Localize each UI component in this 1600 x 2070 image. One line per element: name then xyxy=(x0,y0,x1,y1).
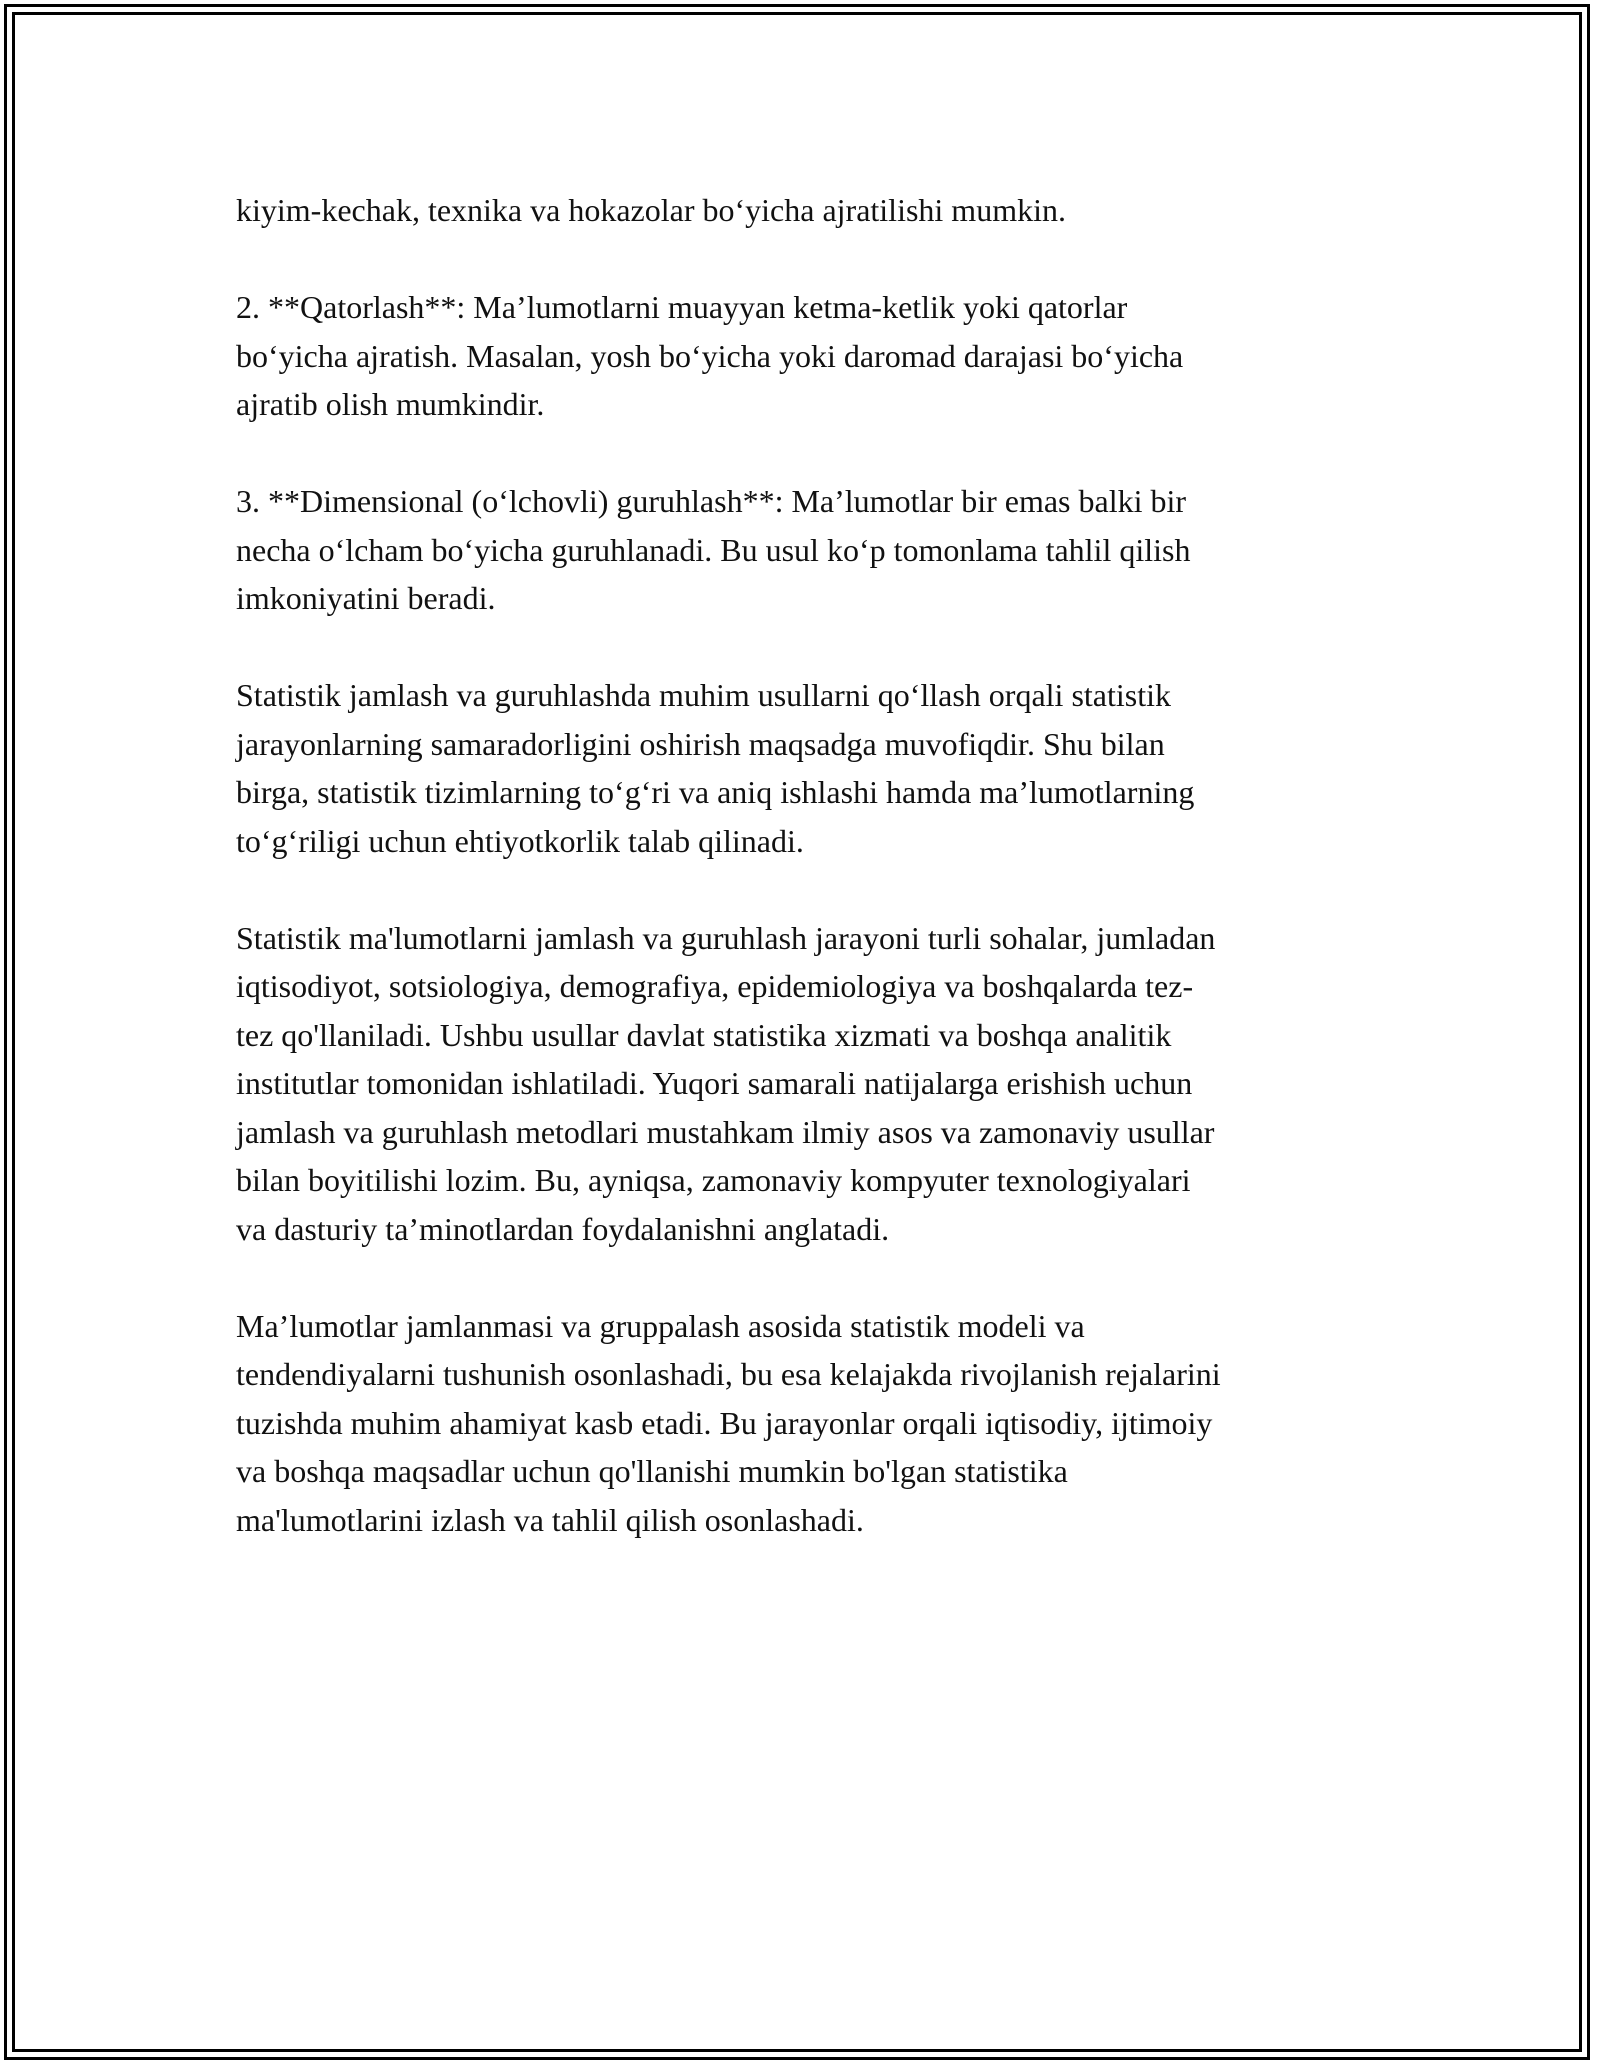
document-body xyxy=(236,186,1416,1593)
paragraph-statistik-jamlash: Statistik jamlash va guruhlashda muhim usullarni qo‘llash orqali statistik jarayonlarning samaradorligini oshirish maqsadga muvofiqdir. Shu bilan birga, statistik tizimlarning to‘g‘ri va aniq ishlashi hamda ma’lumotlarning to‘g‘riligi uchun ehtiyotkorlik talab qilinadi. xyxy=(236,677,1195,859)
paragraph-dimensional-guruhlash: 3. **Dimensional (o‘lchovli) guruhlash**: Ma’lumotlar bir emas balki bir necha o‘lcham bo‘yicha guruhlanadi. Bu usul ko‘p tomonlama tahlil qilish imkoniyatini beradi. xyxy=(236,483,1191,616)
paragraph-malumotlar-jamlanmasi: Ma’lumotlar jamlanmasi va gruppalash asosida statistik modeli va tendendiyalarni tushunish osonlashadi, bu esa kelajakda rivojlanish rejalarini tuzishda muhim ahamiyat kasb etadi. Bu jarayonlar orqali iqtisodiy, ijtimoiy va boshqa maqsadlar uchun qo'llanishi mumkin bo'lgan statistika ma'lumotlarini izlash va tahlil qilish osonlashadi. xyxy=(236,1307,1221,1538)
paragraph-qatorlash: 2. **Qatorlash**: Ma’lumotlarni muayyan ketma-ketlik yoki qatorlar bo‘yicha ajratish. Masalan, yosh bo‘yicha yoki daromad darajasi bo‘yicha ajratib olish mumkindir. xyxy=(236,289,1184,422)
paragraph-statistik-malumotlar: Statistik ma'lumotlarni jamlash va guruhlash jarayoni turli sohalar, jumladan iqtisodiyot, sotsiologiya, demografiya, epidemiologiya va boshqalarda tez- tez qo'llaniladi. Ushbu usullar davlat statistika xizmati va boshqa analitik institutlar tomonidan ishlatiladi. Yuqori samarali natijalarga erishish uchun jamlash va guruhlash metodlari mustahkam ilmiy asos va zamonaviy usullar bilan boyitilishi lozim. Bu, ayniqsa, zamonaviy kompyuter texnologiyalari va dasturiy ta’minotlardan foydalanishni anglatadi. xyxy=(236,919,1216,1247)
paragraph-continuation: kiyim-kechak, texnika va hokazolar bo‘yicha ajratilishi mumkin. xyxy=(236,192,1066,228)
